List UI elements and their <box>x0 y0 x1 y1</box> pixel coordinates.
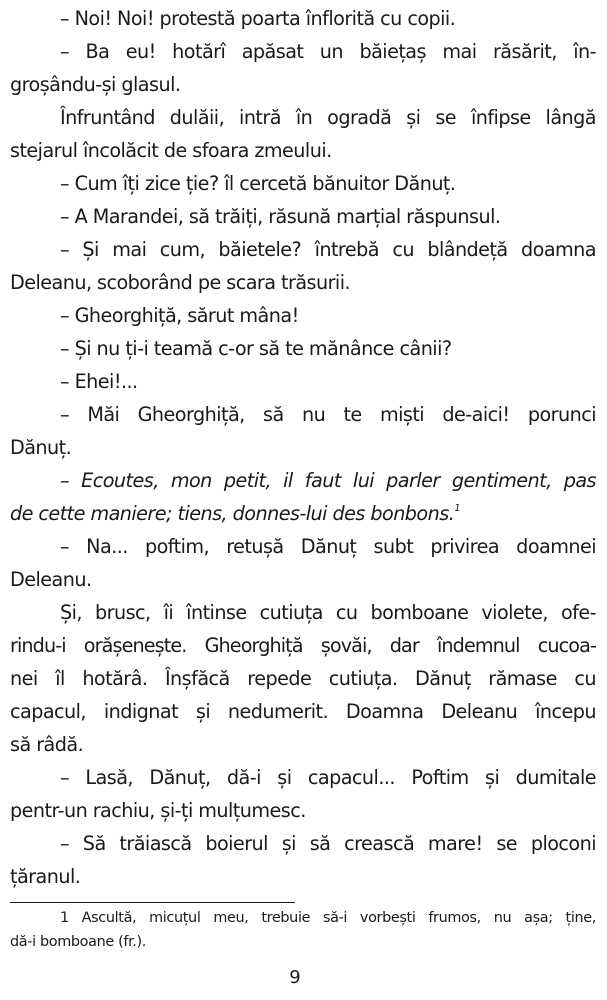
footnote-text: dă-i bomboane (fr.). <box>10 934 147 950</box>
text-line: stejarul încolăcit de sfoara zmeului. <box>10 139 332 162</box>
text-line: – Și nu ți-i teamă c-or să te mănânce cânii? <box>60 337 452 360</box>
text-line: – Ba eu! hotărî apăsat un băiețaș mai răsărit, în- <box>60 40 596 63</box>
text-line: – Noi! Noi! protestă poarta înflorită cu copii. <box>60 7 456 30</box>
text-line: rindu-i orășenește. Gheorghiță șovăi, dar îndemnul cucoa- <box>10 634 596 657</box>
text-line: nei îl hotărâ. Înșfăcă repede cutiuța. Dănuț rămase cu <box>10 667 596 690</box>
text-line: – Măi Gheorghiță, să nu te miști de-aici! porunci <box>60 403 596 426</box>
text-line: – A Marandei, să trăiți, răsună marțial răspunsul. <box>60 205 501 228</box>
text-line: – Na... poftim, retușă Dănuț subt privirea doamnei <box>60 535 596 558</box>
text-line-italic: – Ecoutes, mon petit, il faut lui parler gentiment, pas <box>60 469 596 492</box>
footnote-reference[interactable]: 1 <box>454 503 461 514</box>
text-line: Deleanu. <box>10 568 92 591</box>
page-number: 9 <box>289 967 301 988</box>
text-line: Deleanu, scoborând pe scara trăsurii. <box>10 271 351 294</box>
text-span: de cette maniere; tiens, donnes-lui des bonbons. <box>10 502 455 525</box>
text-line: groșându-și glasul. <box>10 73 181 96</box>
text-line: – Și mai cum, băietele? întrebă cu blândeță doamna <box>60 238 596 261</box>
text-line: – Să trăiască boierul și să crească mare! se ploconi <box>60 832 596 855</box>
text-line: țăranul. <box>10 865 81 888</box>
text-line: Dănuț. <box>10 436 72 459</box>
text-line: – Gheorghiță, sărut mâna! <box>60 304 299 327</box>
text-line: capacul, indignat și nedumerit. Doamna Deleanu începu <box>10 700 596 723</box>
text-line: pentr-un rachiu, și-ți mulțumesc. <box>10 799 306 822</box>
text-line: Și, brusc, îi întinse cutiuța cu bomboane violete, ofe- <box>60 601 596 624</box>
footnote-divider <box>10 902 295 903</box>
footnote-text: 1 Ascultă, micuțul meu, trebuie să-i vorbești frumos, nu așa; ține, <box>60 910 596 926</box>
text-line-italic <box>10 497 596 530</box>
text-line: – Lasă, Dănuț, dă-i și capacul... Poftim și dumitale <box>60 766 596 789</box>
text-line: – Ehei!... <box>60 370 138 393</box>
text-line: – Cum îți zice ție? îl cercetă bănuitor Dănuț. <box>60 172 456 195</box>
text-line: să râdă. <box>10 733 84 756</box>
text-line: Înfruntând dulăii, intră în ogradă și se înfipse lângă <box>60 106 596 129</box>
